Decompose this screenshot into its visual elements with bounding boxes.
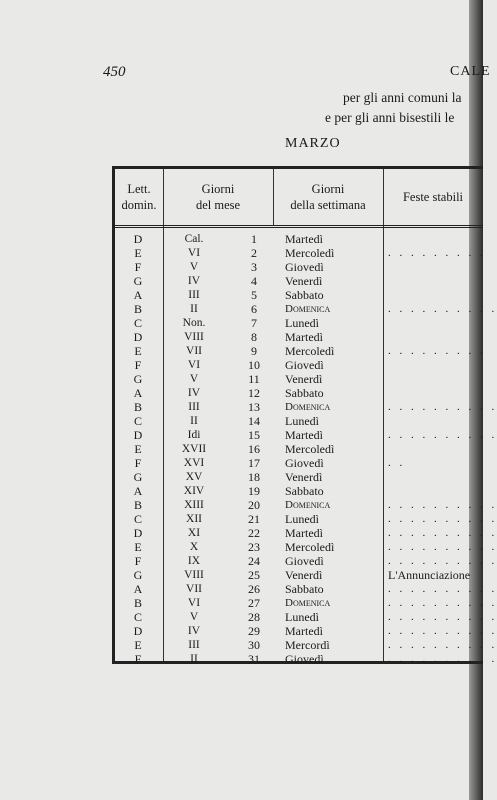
roman-day: IV <box>187 387 201 399</box>
day-number: 4 <box>251 274 257 288</box>
feast: . . . . . . . . . . <box>388 499 497 511</box>
table-row <box>115 568 483 582</box>
day-number: 1 <box>251 232 257 246</box>
dominical-letter: E <box>134 540 142 554</box>
roman-day: III <box>188 289 200 301</box>
weekday: Lunedì <box>285 512 319 526</box>
roman-day: VIII <box>184 569 204 581</box>
day-number: 6 <box>251 302 257 316</box>
weekday: Venerdì <box>285 274 323 288</box>
feast: . . <box>388 457 406 469</box>
table-row <box>115 442 483 456</box>
feast: . . . . . . . . . . <box>388 541 497 553</box>
day-number: 10 <box>248 358 260 372</box>
roman-day: VII <box>186 345 202 357</box>
dominical-letter: B <box>133 498 142 512</box>
table-row <box>115 484 483 498</box>
dominical-letter: B <box>133 596 142 610</box>
day-number: 13 <box>248 400 260 414</box>
weekday: Giovedì <box>285 456 324 470</box>
dominical-letter: G <box>133 470 143 484</box>
table-row <box>115 344 486 358</box>
weekday: Domenica <box>285 499 331 511</box>
table-row <box>115 652 497 666</box>
calendar-table <box>112 166 497 666</box>
feast: . . . . . . . . . <box>388 247 486 259</box>
weekday: Mercoledì <box>285 442 335 456</box>
header-rule <box>115 225 483 228</box>
day-number: 18 <box>248 470 260 484</box>
dominical-letter: D <box>133 428 143 442</box>
feast: L'Annunciazione <box>388 568 471 582</box>
roman-day: XIII <box>184 499 204 511</box>
dominical-letter: F <box>134 456 142 470</box>
table-row <box>115 526 497 540</box>
header-weekdays-line1: Giorni <box>311 182 345 196</box>
table-row <box>115 288 483 302</box>
weekday: Venerdì <box>285 372 323 386</box>
feast: . . . . . . . . . . <box>388 527 497 539</box>
roman-day: XIV <box>183 485 205 497</box>
header-weekdays-line2: della settimana <box>290 198 366 212</box>
dominical-letter: G <box>133 568 143 582</box>
day-number: 24 <box>248 554 260 568</box>
weekday: Lunedì <box>285 414 319 428</box>
weekday: Sabbato <box>285 386 324 400</box>
dominical-letter: B <box>133 302 142 316</box>
roman-day: VI <box>187 247 201 259</box>
day-number: 23 <box>248 540 260 554</box>
dominical-letter: F <box>134 652 142 666</box>
weekday: Venerdì <box>285 470 323 484</box>
dominical-letter: D <box>133 526 143 540</box>
subtitle-line-1: per gli anni comuni la <box>343 90 462 105</box>
table-row <box>115 302 497 316</box>
table-row <box>115 246 486 260</box>
weekday: Martedì <box>285 428 323 442</box>
roman-day: VII <box>186 583 202 595</box>
roman-day: VI <box>187 597 201 609</box>
table-row <box>115 400 497 414</box>
weekday: Sabbato <box>285 288 324 302</box>
subtitle-line-2: e per gli anni bisestili le <box>325 110 455 125</box>
day-number: 11 <box>248 372 260 386</box>
day-number: 17 <box>248 456 260 470</box>
dominical-letter: F <box>134 554 142 568</box>
roman-day: IV <box>187 275 201 287</box>
table-row <box>115 372 483 386</box>
weekday: Martedì <box>285 526 323 540</box>
feast: . . . . . . . . . . <box>388 611 497 623</box>
dominical-letter: E <box>134 246 142 260</box>
table-row <box>115 498 497 512</box>
dominical-letter: A <box>133 582 143 596</box>
weekday: Giovedì <box>285 358 324 372</box>
feast: . . . . . . . . . . <box>388 597 497 609</box>
day-number: 31 <box>248 652 260 666</box>
weekday: Venerdì <box>285 568 323 582</box>
table-row <box>115 316 483 330</box>
table-row <box>115 624 497 638</box>
dominical-letter: F <box>134 358 142 372</box>
table-row <box>115 638 497 652</box>
feast: . . . . . . . . . . <box>388 513 497 525</box>
table-row <box>115 596 497 610</box>
day-number: 14 <box>248 414 260 428</box>
table-row <box>115 274 483 288</box>
day-number: 5 <box>251 288 257 302</box>
table-row <box>115 582 497 596</box>
table-row <box>115 610 497 624</box>
weekday: Giovedì <box>285 554 324 568</box>
dominical-letter: G <box>133 274 143 288</box>
weekday: Giovedì <box>285 652 324 666</box>
feast: . . . . . . . . . . <box>388 303 497 315</box>
weekday: Mercoledì <box>285 246 335 260</box>
table-row <box>115 428 497 442</box>
roman-day: Non. <box>182 317 206 329</box>
day-number: 27 <box>248 596 260 610</box>
day-number: 29 <box>248 624 260 638</box>
day-number: 2 <box>251 246 257 260</box>
roman-day: Idi <box>187 429 201 441</box>
roman-day: XVI <box>183 457 205 469</box>
calendar-rows <box>115 232 497 666</box>
header-weekdays <box>273 181 383 213</box>
dominical-letter: C <box>133 316 142 330</box>
day-number: 28 <box>248 610 260 624</box>
roman-day: V <box>189 611 199 623</box>
day-number: 25 <box>248 568 260 582</box>
roman-day: III <box>188 639 200 651</box>
roman-day: VI <box>187 359 201 371</box>
day-number: 8 <box>251 330 257 344</box>
day-number: 12 <box>248 386 260 400</box>
dominical-letter: B <box>133 400 142 414</box>
day-number: 19 <box>248 484 260 498</box>
roman-day: XI <box>187 527 201 539</box>
roman-day: IX <box>187 555 201 567</box>
day-number: 30 <box>248 638 260 652</box>
table-row <box>115 330 483 344</box>
roman-day: II <box>190 303 198 315</box>
roman-day: II <box>190 653 198 665</box>
header-days-line1: Giorni <box>201 182 235 196</box>
dominical-letter: C <box>133 610 142 624</box>
feast: . . . . . . . . . . <box>388 555 497 567</box>
day-number: 20 <box>248 498 260 512</box>
feast: . . . . . . . . . . <box>388 653 497 665</box>
header-letter <box>115 181 163 213</box>
weekday: Lunedì <box>285 610 319 624</box>
weekday: Mercoledì <box>285 344 335 358</box>
roman-day: Cal. <box>184 233 204 245</box>
roman-day: XV <box>185 471 203 483</box>
day-number: 26 <box>248 582 260 596</box>
feast: . . . . . . . . . . <box>388 639 497 651</box>
header-letter-line2: domin. <box>121 198 157 212</box>
feast: . . . . . . . . . . <box>388 429 497 441</box>
dominical-letter: D <box>133 330 143 344</box>
running-head: CALE <box>450 64 491 79</box>
header-days-line2: del mese <box>195 198 241 212</box>
table-row <box>115 540 497 554</box>
weekday: Domenica <box>285 401 331 413</box>
table-row <box>115 512 497 526</box>
dominical-letter: D <box>133 232 143 246</box>
weekday: Martedì <box>285 624 323 638</box>
roman-day: XII <box>186 513 202 525</box>
page-number: 450 <box>103 64 126 80</box>
roman-day: IV <box>187 625 201 637</box>
feast: . . . . . . . . . . <box>388 583 497 595</box>
weekday: Martedì <box>285 330 323 344</box>
roman-day: V <box>189 373 199 385</box>
day-number: 16 <box>248 442 260 456</box>
dominical-letter: A <box>133 484 143 498</box>
table-row <box>115 554 497 568</box>
roman-day: II <box>190 415 198 427</box>
day-number: 15 <box>248 428 260 442</box>
header-letter-line1: Lett. <box>127 182 151 196</box>
dominical-letter: E <box>134 638 142 652</box>
header-feasts: Feste stabili <box>402 190 464 204</box>
dominical-letter: F <box>134 260 142 274</box>
table-row <box>115 414 483 428</box>
day-number: 7 <box>251 316 257 330</box>
roman-day: X <box>189 541 199 553</box>
table-row <box>115 232 483 246</box>
day-number: 21 <box>248 512 260 526</box>
day-number: 22 <box>248 526 260 540</box>
weekday: Mercordì <box>285 638 330 652</box>
dominical-letter: G <box>133 372 143 386</box>
roman-day: III <box>188 401 200 413</box>
feast: . . . . . . . . . <box>388 345 486 357</box>
feast: . . . . . . . . . . <box>388 625 497 637</box>
dominical-letter: E <box>134 344 142 358</box>
weekday: Domenica <box>285 303 331 315</box>
weekday: Giovedì <box>285 260 324 274</box>
table-row <box>115 386 483 400</box>
table-row <box>115 358 483 372</box>
roman-day: V <box>189 261 199 273</box>
header-days <box>163 181 273 213</box>
weekday: Martedì <box>285 232 323 246</box>
dominical-letter: C <box>133 512 142 526</box>
dominical-letter: E <box>134 442 142 456</box>
weekday: Domenica <box>285 597 331 609</box>
weekday: Sabbato <box>285 582 324 596</box>
dominical-letter: D <box>133 624 143 638</box>
feast: . . . . . . . . . . <box>388 401 497 413</box>
dominical-letter: C <box>133 414 142 428</box>
day-number: 9 <box>251 344 257 358</box>
weekday: Sabbato <box>285 484 324 498</box>
table-row <box>115 470 483 484</box>
day-number: 3 <box>251 260 257 274</box>
dominical-letter: A <box>133 386 143 400</box>
roman-day: VIII <box>184 331 204 343</box>
dominical-letter: A <box>133 288 143 302</box>
month-heading: MARZO <box>285 136 341 151</box>
weekday: Lunedì <box>285 316 319 330</box>
weekday: Mercoledì <box>285 540 335 554</box>
table-row <box>115 260 483 274</box>
roman-day: XVII <box>181 443 207 455</box>
table-row <box>115 456 483 470</box>
